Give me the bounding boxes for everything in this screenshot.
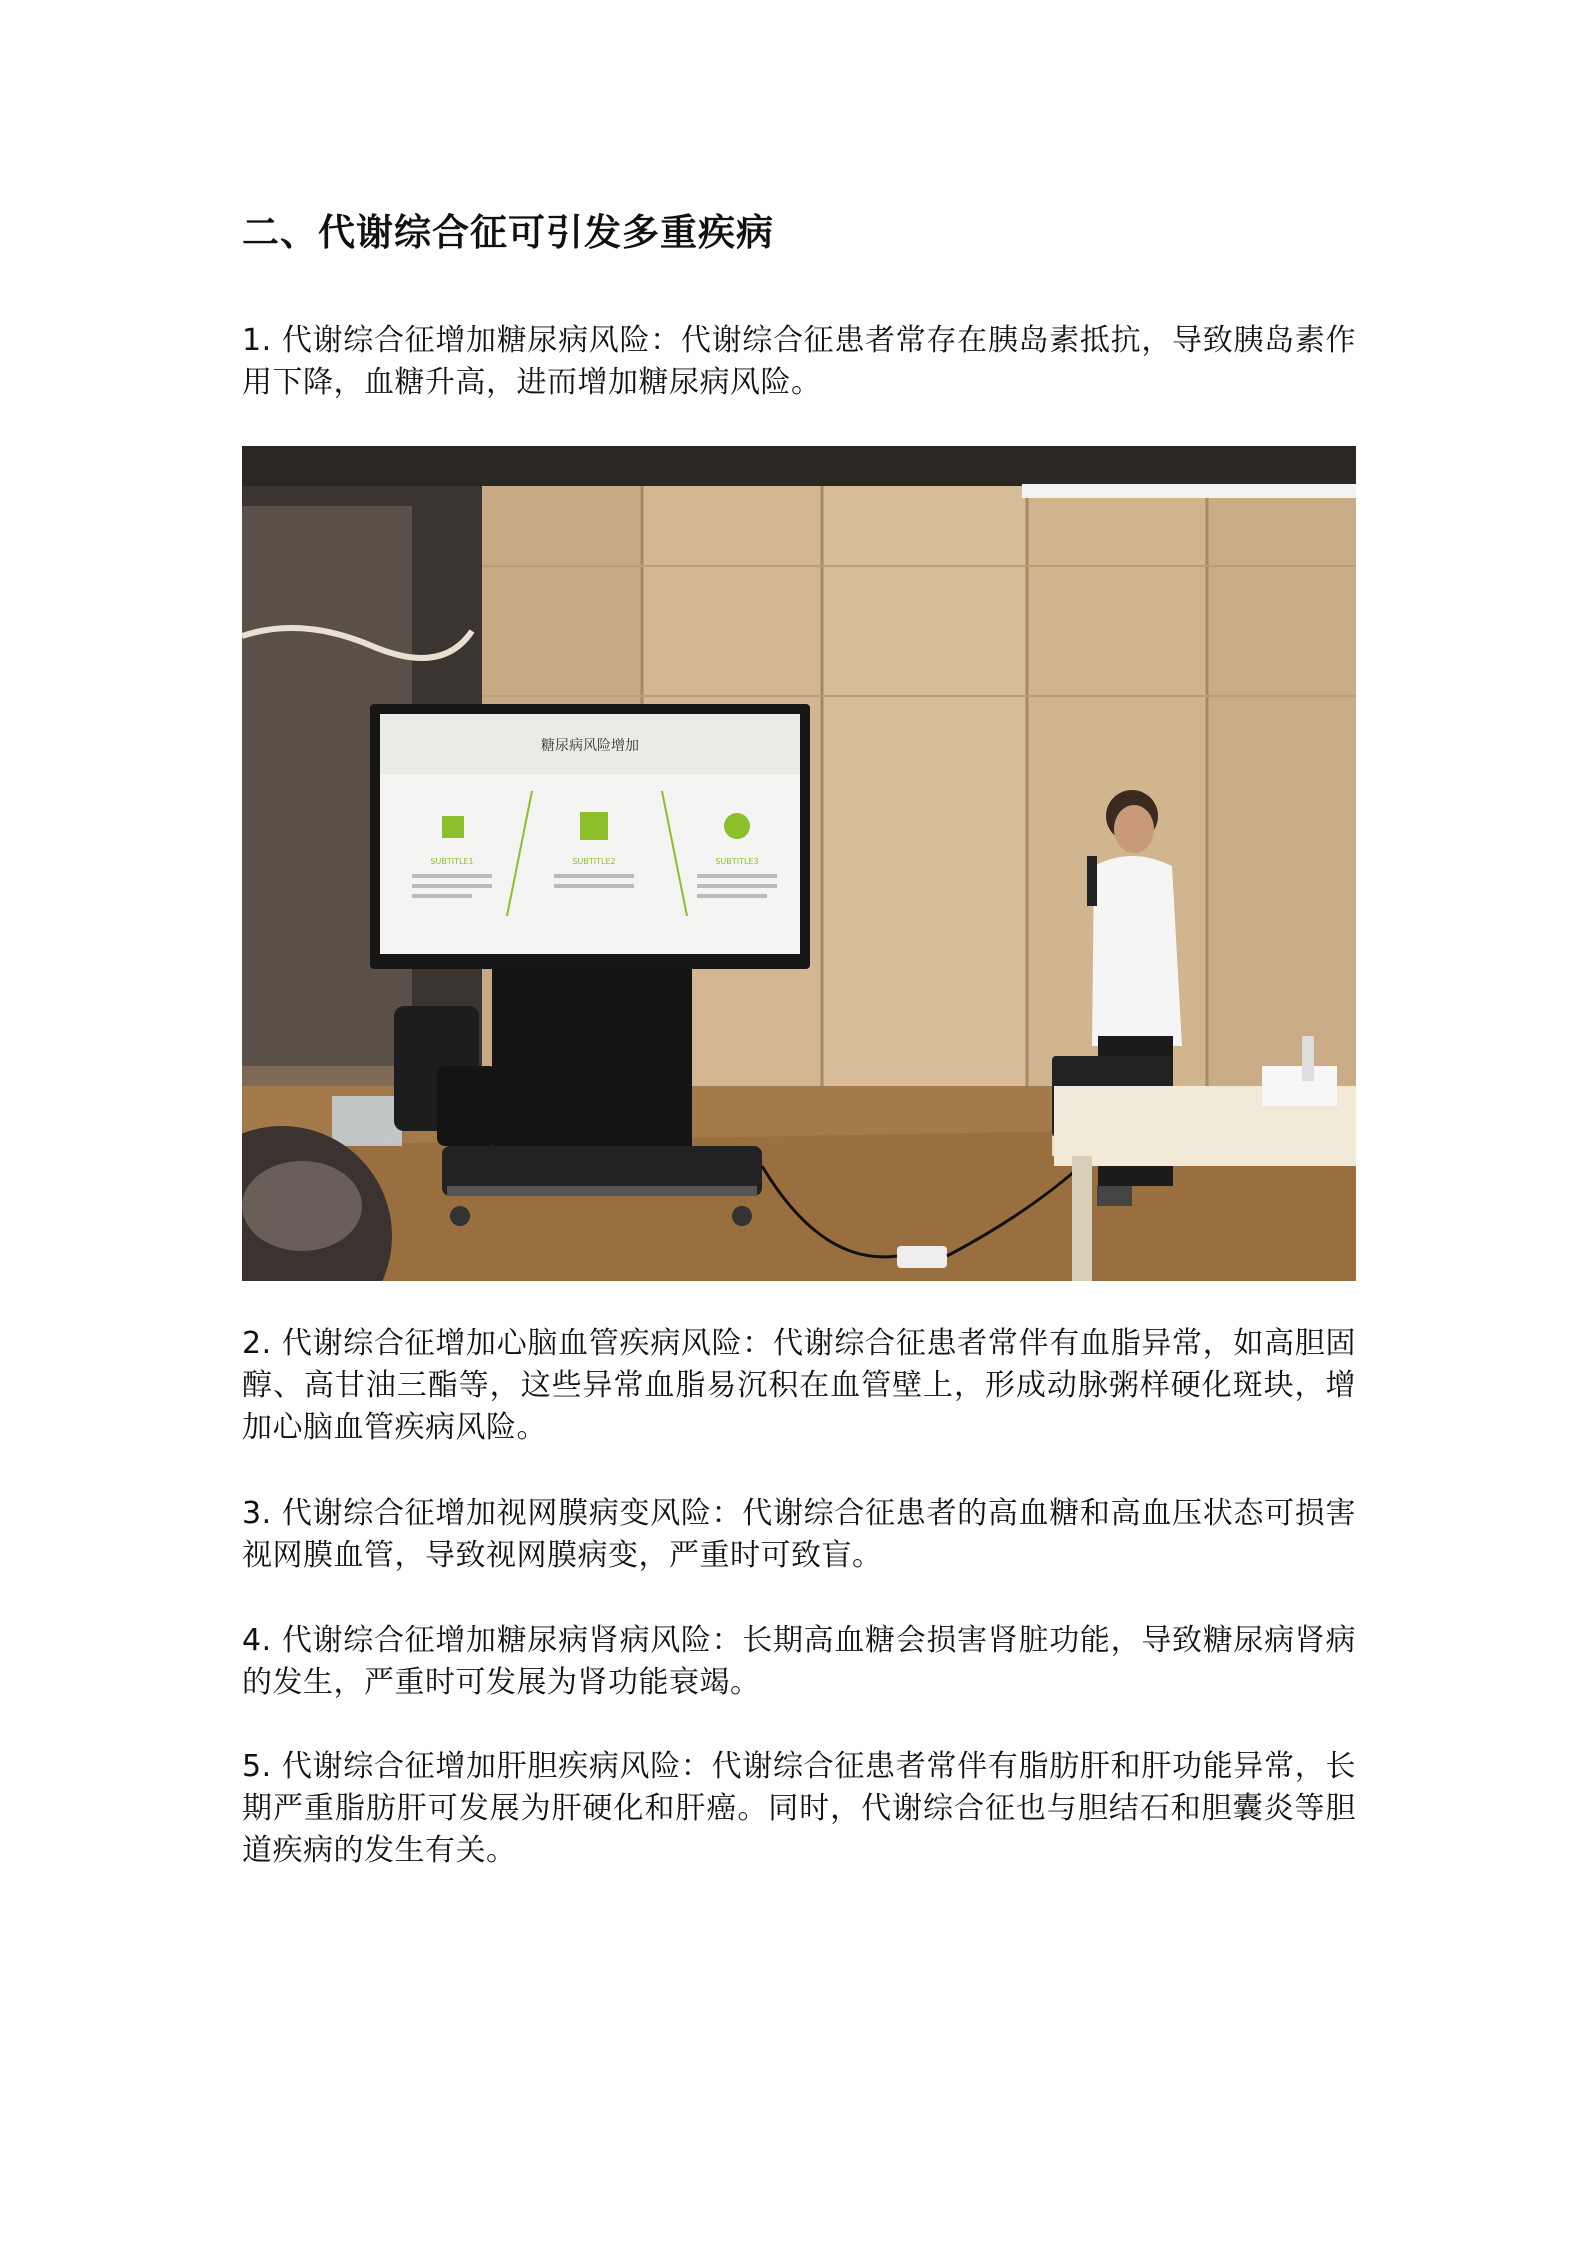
paragraph-1: 1. 代谢综合征增加糖尿病风险：代谢综合征患者常存在胰岛素抵抗，导致胰岛素作用下降，血糖升高，进而增加糖尿病风险。 xyxy=(242,323,1356,400)
screen-subtitle-3: SUBTITLE3 xyxy=(715,857,759,866)
presentation-photo xyxy=(242,446,1356,1281)
screen-subtitle-2: SUBTITLE2 xyxy=(572,857,616,866)
screen-subtitle-1: SUBTITLE1 xyxy=(430,857,474,866)
section-heading: 二、代谢综合征可引发多重疾病 xyxy=(242,211,774,254)
paragraph-4: 4. 代谢综合征增加糖尿病肾病风险：长期高血糖会损害肾脏功能，导致糖尿病肾病的发生，严重时可发展为肾功能衰竭。 xyxy=(242,1623,1356,1700)
screen-title: 糖尿病风险增加 xyxy=(541,738,639,754)
paragraph-5: 5. 代谢综合征增加肝胆疾病风险：代谢综合征患者常伴有脂肪肝和肝功能异常，长期严重脂肪肝可发展为肝硬化和肝癌。同时，代谢综合征也与胆结石和胆囊炎等胆道疾病的发生有关。 xyxy=(242,1749,1356,1868)
paragraph-2: 2. 代谢综合征增加心脑血管疾病风险：代谢综合征患者常伴有血脂异常，如高胆固醇、高甘油三酯等，这些异常血脂易沉积在血管壁上，形成动脉粥样硬化斑块，增加心脑血管疾病风险。 xyxy=(242,1326,1356,1445)
paragraph-3: 3. 代谢综合征增加视网膜病变风险：代谢综合征患者的高血糖和高血压状态可损害视网膜血管，导致视网膜病变，严重时可致盲。 xyxy=(242,1496,1356,1573)
